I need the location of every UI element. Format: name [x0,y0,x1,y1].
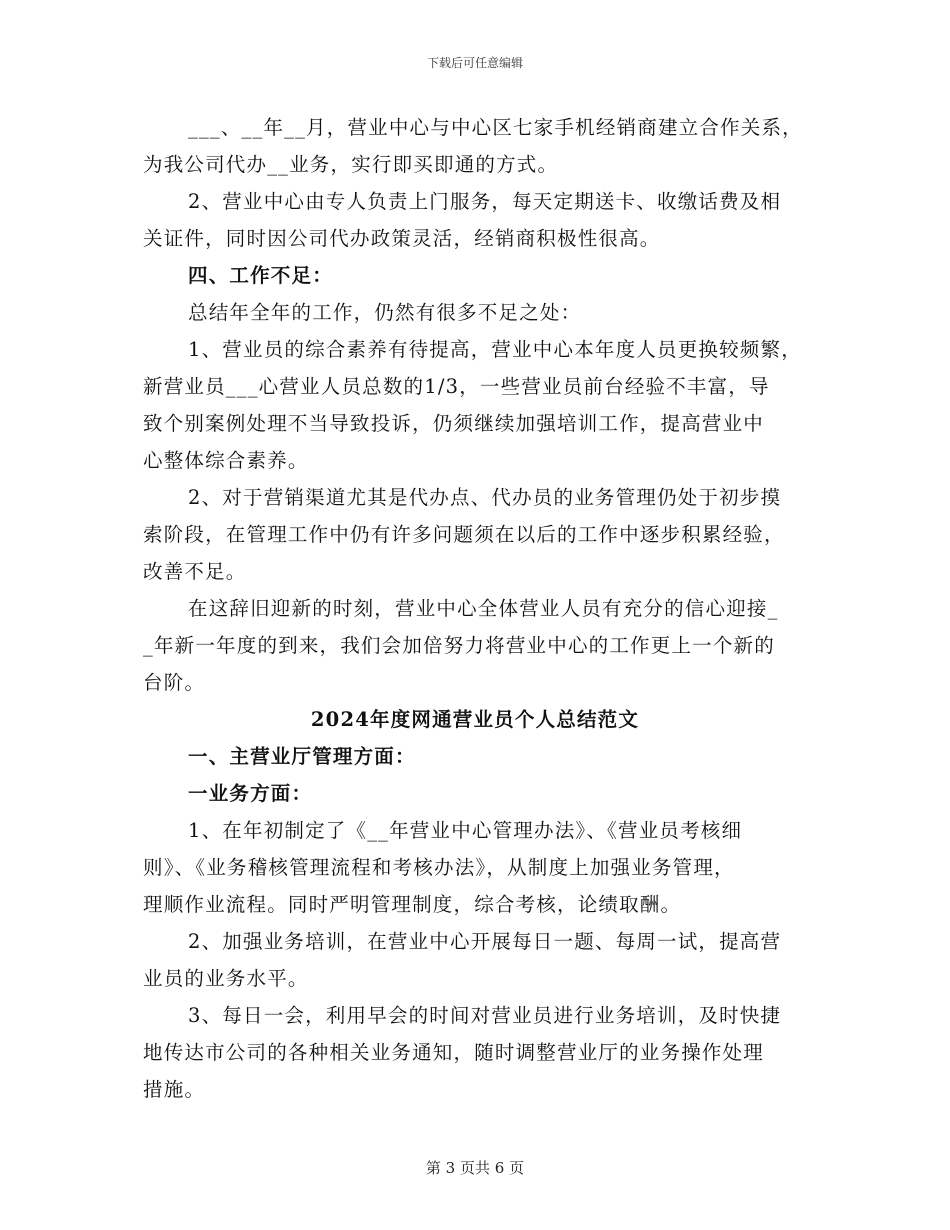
text-line: 致个别案例处理不当导致投诉，仍须继续加强培训工作，提高营业中 [143,412,765,435]
text-line: 地传达市公司的各种相关业务通知，随时调整营业厅的业务操作处理 [143,1041,765,1064]
text-line: 2、营业中心由专人负责上门服务，每天定期送卡、收缴话费及相 [188,190,782,213]
text-line: 改善不足。 [143,560,247,583]
text-line: 索阶段，在管理工作中仍有许多问题须在以后的工作中逐步积累经验， [143,523,785,546]
text-line: 台阶。 [143,671,206,694]
text-line: 3、每日一会，利用早会的时间对营业员进行业务培训，及时快捷 [188,1004,782,1027]
text-line: 心整体综合素养。 [143,449,309,472]
text-line: _年新一年度的到来，我们会加倍努力将营业中心的工作更上一个新的 [143,634,775,657]
page-number: 第 3 页共 6 页 [425,1159,525,1177]
text-line: 2、对于营销渠道尤其是代办点、代办员的业务管理仍处于初步摸 [188,486,782,509]
text-line: 1、营业员的综合素养有待提高，营业中心本年度人员更换较频繁， [188,338,802,361]
text-line: 措施。 [143,1078,206,1101]
text-line: 总结年全年的工作，仍然有很多不足之处： [188,301,582,324]
text-line: 关证件，同时因公司代办政策灵活，经销商积极性很高。 [143,227,661,250]
section-heading: 一、主营业厅管理方面： [188,745,416,768]
text-line: 业员的业务水平。 [143,967,309,990]
document-title: 2024年度网通营业员个人总结范文 [310,708,640,731]
subsection-heading: 一业务方面： [188,782,313,805]
text-line: 则》、《业务稽核管理流程和考核办法》，从制度上加强业务管理， [143,856,735,879]
text-line: 在这辞旧迎新的时刻，营业中心全体营业人员有充分的信心迎接_ [188,597,779,620]
text-line: 2、加强业务培训，在营业中心开展每日一题、每周一试，提高营 [188,930,782,953]
text-line: 为我公司代办__业务，实行即买即通的方式。 [143,153,559,176]
text-line: 1、在年初制定了《__年营业中心管理办法》、《营业员考核细 [188,819,743,842]
text-line: ___、__年__月，营业中心与中心区七家手机经销商建立合作关系， [188,116,803,139]
text-line: 新营业员___心营业人员总数的1/3，一些营业员前台经验不丰富，导 [143,375,770,398]
text-line: 理顺作业流程。同时严明管理制度，综合考核，论绩取酬。 [143,893,682,916]
section-heading: 四、工作不足： [188,264,333,287]
page-header: 下载后可任意编辑 [426,56,523,70]
